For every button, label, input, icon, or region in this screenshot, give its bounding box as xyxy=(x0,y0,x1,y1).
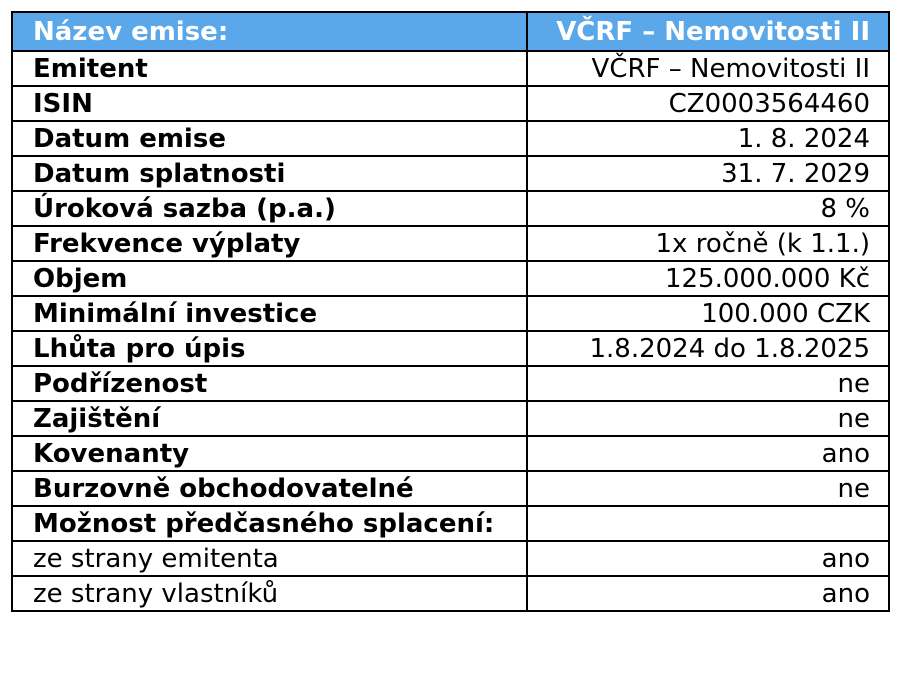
row-label: Datum splatnosti xyxy=(12,156,527,191)
row-subscription-period xyxy=(12,331,889,366)
row-covenants xyxy=(12,436,889,471)
row-label: ze strany emitenta xyxy=(12,541,527,576)
row-issue-date xyxy=(12,121,889,156)
row-value: ne xyxy=(527,401,889,436)
row-isin xyxy=(12,86,889,121)
row-value xyxy=(527,506,889,541)
row-label: Burzovně obchodovatelné xyxy=(12,471,527,506)
row-label: Datum emise xyxy=(12,121,527,156)
row-collateral xyxy=(12,401,889,436)
row-value: ano xyxy=(527,576,889,611)
row-value: 125.000.000 Kč xyxy=(527,261,889,296)
row-value: 31. 7. 2029 xyxy=(527,156,889,191)
row-label: Možnost předčasného splacení: xyxy=(12,506,527,541)
row-label: Lhůta pro úpis xyxy=(12,331,527,366)
row-value: 1. 8. 2024 xyxy=(527,121,889,156)
row-label: Zajištění xyxy=(12,401,527,436)
row-value: ano xyxy=(527,436,889,471)
header-label: Název emise: xyxy=(12,12,527,51)
row-label: Kovenanty xyxy=(12,436,527,471)
row-interest-rate xyxy=(12,191,889,226)
row-value: ano xyxy=(527,541,889,576)
bond-info-table xyxy=(11,11,890,612)
row-label: Podřízenost xyxy=(12,366,527,401)
row-early-repayment xyxy=(12,506,889,541)
row-exchange-tradable xyxy=(12,471,889,506)
row-label: Úroková sazba (p.a.) xyxy=(12,191,527,226)
row-volume xyxy=(12,261,889,296)
row-label: Emitent xyxy=(12,51,527,86)
row-label: Frekvence výplaty xyxy=(12,226,527,261)
row-by-holders xyxy=(12,576,889,611)
row-payment-frequency xyxy=(12,226,889,261)
table-header-row xyxy=(12,12,889,51)
row-value: CZ0003564460 xyxy=(527,86,889,121)
row-value: VČRF – Nemovitosti II xyxy=(527,51,889,86)
row-subordination xyxy=(12,366,889,401)
row-value: 100.000 CZK xyxy=(527,296,889,331)
row-value: ne xyxy=(527,471,889,506)
row-label: ISIN xyxy=(12,86,527,121)
row-value: 1x ročně (k 1.1.) xyxy=(527,226,889,261)
row-label: Objem xyxy=(12,261,527,296)
row-value: ne xyxy=(527,366,889,401)
row-value: 1.8.2024 do 1.8.2025 xyxy=(527,331,889,366)
row-maturity-date xyxy=(12,156,889,191)
row-by-issuer xyxy=(12,541,889,576)
header-value: VČRF – Nemovitosti II xyxy=(527,12,889,51)
row-label: ze strany vlastníků xyxy=(12,576,527,611)
row-value: 8 % xyxy=(527,191,889,226)
row-min-investment xyxy=(12,296,889,331)
row-label: Minimální investice xyxy=(12,296,527,331)
row-emitent xyxy=(12,51,889,86)
